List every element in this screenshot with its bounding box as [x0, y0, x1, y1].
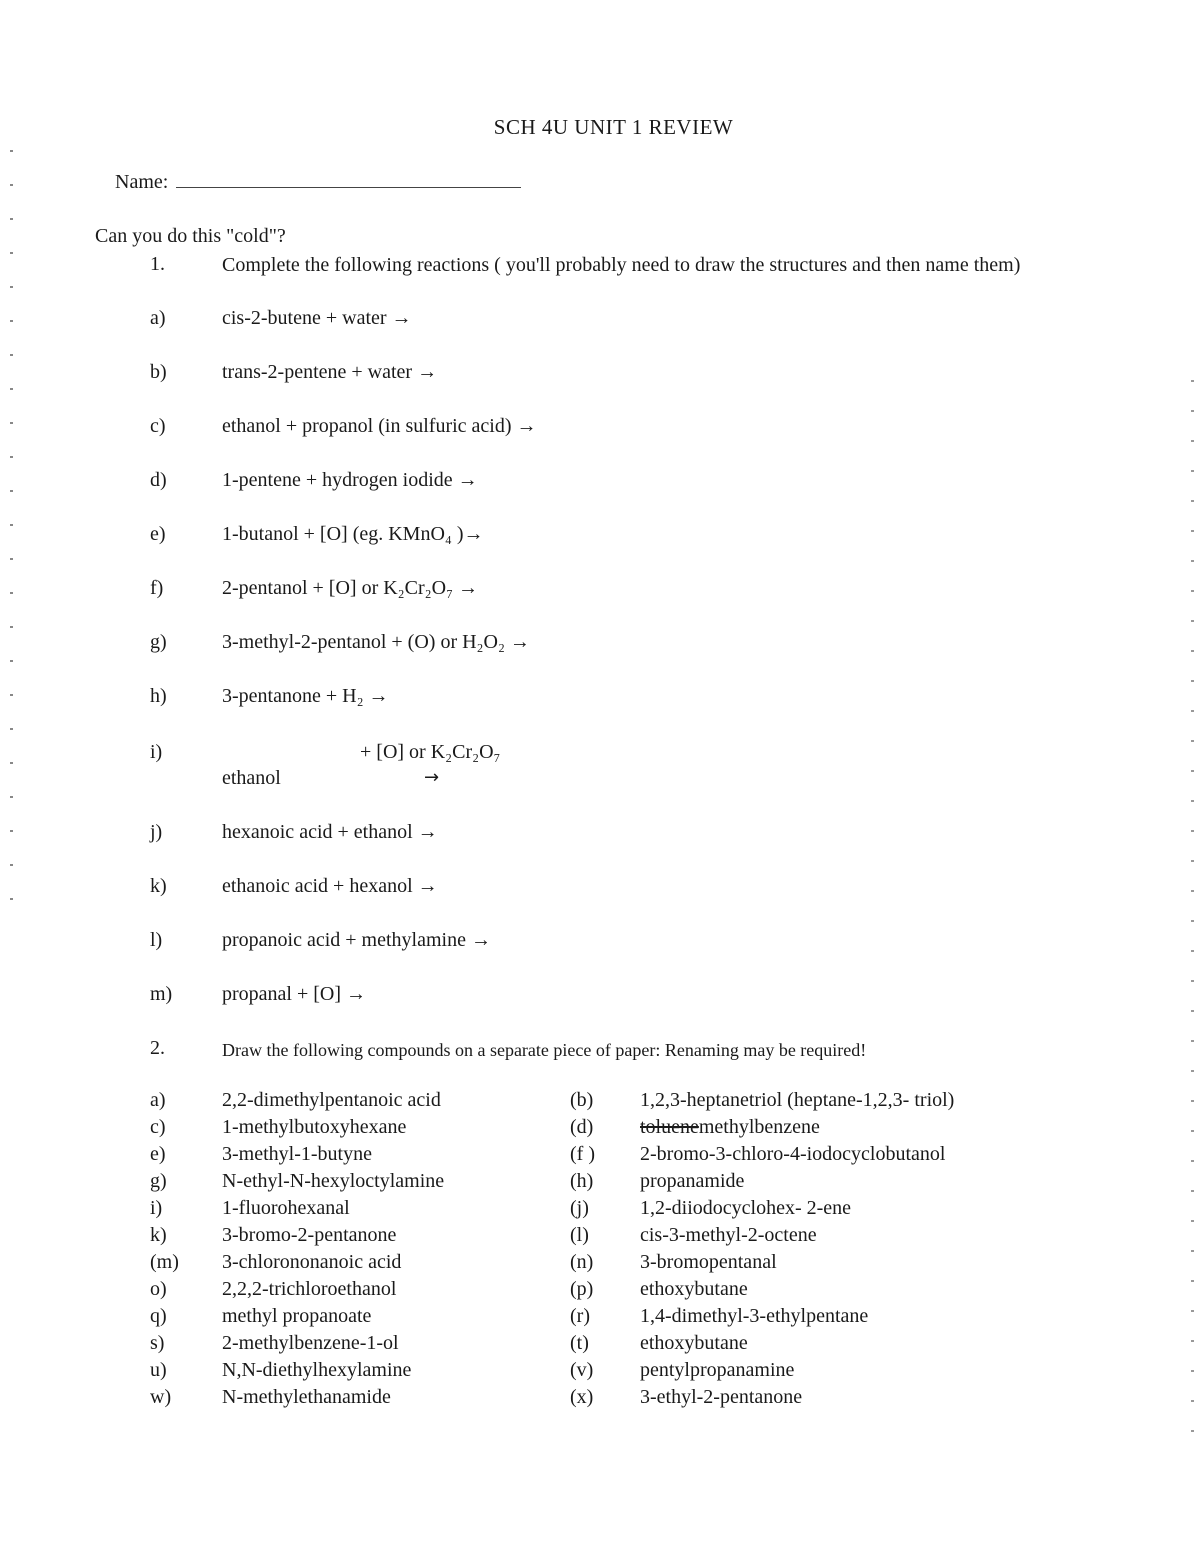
- compound-name: 1-fluorohexanal: [222, 1197, 350, 1219]
- question-2-text: Draw the following compounds on a separate piece of paper: Renaming may be required!: [222, 1040, 867, 1060]
- compound-name: 3-chlorononanoic acid: [222, 1251, 402, 1273]
- compound-name: 2,2-dimethylpentanoic acid: [222, 1089, 441, 1111]
- compound-name-correction: methylbenzene: [698, 1116, 820, 1138]
- question-2-number: 2.: [150, 1037, 165, 1059]
- right-margin-marks: [1191, 380, 1194, 1460]
- compound-name: 2-methylbenzene-1-ol: [222, 1332, 399, 1354]
- compound-label: (p): [570, 1278, 594, 1300]
- q1-item-text: ethanoic acid + hexanol →: [222, 875, 438, 897]
- q1-item-label: f): [150, 577, 164, 599]
- q1-item-text: propanal + [O] →: [222, 983, 367, 1005]
- question-1-number: 1.: [150, 253, 165, 275]
- compound-name: 2,2,2-trichloroethanol: [222, 1278, 397, 1300]
- q1-item-text: 1-butanol + [O] (eg. KMnO₄ )→: [222, 523, 484, 545]
- q1-item-text: cis-2-butene + water →: [222, 307, 412, 329]
- question-1-text: Complete the following reactions ( you'll probably need to draw the structures and then name them): [222, 254, 1021, 276]
- q1-item-text: propanoic acid + methylamine →: [222, 929, 491, 951]
- compound-name: 1,2,3-heptanetriol (heptane-1,2,3- triol): [640, 1089, 955, 1111]
- left-margin-marks: [10, 150, 13, 910]
- q1-item-label: e): [150, 523, 166, 545]
- q1-item-i-reactant: ethanol: [222, 767, 281, 789]
- compound-name: 3-bromo-2-pentanone: [222, 1224, 397, 1246]
- compound-label: g): [150, 1170, 167, 1192]
- page-title: SCH 4U UNIT 1 REVIEW: [493, 115, 734, 139]
- compound-label: (d): [570, 1116, 594, 1138]
- compound-name: cis-3-methyl-2-octene: [640, 1224, 817, 1246]
- compound-label: (l): [570, 1224, 589, 1246]
- compound-label: q): [150, 1305, 167, 1327]
- compound-name: N,N-diethylhexylamine: [222, 1359, 412, 1381]
- compound-label: (r): [570, 1305, 590, 1327]
- compound-name: [640, 1115, 820, 1139]
- compound-label: a): [150, 1089, 166, 1111]
- compound-name: 1-methylbutoxyhexane: [222, 1116, 407, 1138]
- q1-item-label: c): [150, 415, 166, 437]
- compound-label: i): [150, 1197, 163, 1219]
- q1-item-text: 3-pentanone + H₂ →: [222, 685, 389, 707]
- compound-label: (n): [570, 1251, 594, 1273]
- q1-item-text: 3-methyl-2-pentanol + (O) or H₂O₂ →: [222, 631, 530, 653]
- q1-item-label: h): [150, 685, 167, 707]
- compound-name: 1,4-dimethyl-3-ethylpentane: [640, 1305, 869, 1327]
- name-field[interactable]: [115, 170, 521, 194]
- q1-item-label: j): [150, 821, 163, 843]
- q1-item-label: d): [150, 469, 167, 491]
- q1-item-label: l): [150, 929, 163, 951]
- q1-item-text: 2-pentanol + [O] or K₂Cr₂O₇ →: [222, 577, 479, 599]
- compound-label: k): [150, 1224, 167, 1246]
- compound-name: ethoxybutane: [640, 1278, 748, 1300]
- q1-item-label: g): [150, 631, 167, 653]
- q1-item-i-arrow: →: [424, 767, 440, 788]
- compound-name: methyl propanoate: [222, 1305, 372, 1327]
- compound-label: (x): [570, 1386, 594, 1408]
- compound-label: (v): [570, 1359, 594, 1381]
- intro-text: Can you do this "cold"?: [95, 225, 286, 247]
- name-label: Name:: [115, 171, 169, 193]
- compound-label: e): [150, 1143, 166, 1165]
- compound-label: w): [150, 1386, 172, 1408]
- compound-name: N-methylethanamide: [222, 1386, 391, 1408]
- q1-item-text: hexanoic acid + ethanol →: [222, 821, 438, 843]
- compound-name: ethoxybutane: [640, 1332, 748, 1354]
- compound-name: 2-bromo-3-chloro-4-iodocyclobutanol: [640, 1143, 946, 1165]
- compound-label: c): [150, 1116, 166, 1138]
- compound-name: 3-ethyl-2-pentanone: [640, 1386, 803, 1408]
- compound-name: pentylpropanamine: [640, 1359, 795, 1381]
- name-blank-line[interactable]: [176, 173, 521, 188]
- compound-name: 1,2-diiodocyclohex- 2-ene: [640, 1197, 852, 1219]
- q1-item-label: b): [150, 361, 167, 383]
- compound-name: 3-methyl-1-butyne: [222, 1143, 372, 1165]
- q1-item-text: 1-pentene + hydrogen iodide →: [222, 469, 478, 491]
- q1-item-label: k): [150, 875, 167, 897]
- compound-label: (b): [570, 1089, 594, 1111]
- q1-item-label: a): [150, 307, 166, 329]
- compound-label: (h): [570, 1170, 594, 1192]
- q1-item-i-reagent: + [O] or K₂Cr₂O₇: [360, 741, 501, 763]
- compound-label: u): [150, 1359, 167, 1381]
- q1-item-label: m): [150, 983, 173, 1005]
- compound-name: N-ethyl-N-hexyloctylamine: [222, 1170, 445, 1192]
- compound-label: (m): [150, 1251, 179, 1273]
- compound-label: s): [150, 1332, 165, 1354]
- q1-item-text: trans-2-pentene + water →: [222, 361, 438, 383]
- q1-item-i-label: i): [150, 741, 163, 763]
- compound-label: (f ): [570, 1143, 595, 1165]
- struck-compound-name: toluene: [640, 1116, 699, 1138]
- compound-label: (j): [570, 1197, 589, 1219]
- compound-name: propanamide: [640, 1170, 745, 1192]
- compound-name: 3-bromopentanal: [640, 1251, 777, 1273]
- q1-item-text: ethanol + propanol (in sulfuric acid) →: [222, 415, 537, 437]
- compound-label: (t): [570, 1332, 589, 1354]
- compound-label: o): [150, 1278, 167, 1300]
